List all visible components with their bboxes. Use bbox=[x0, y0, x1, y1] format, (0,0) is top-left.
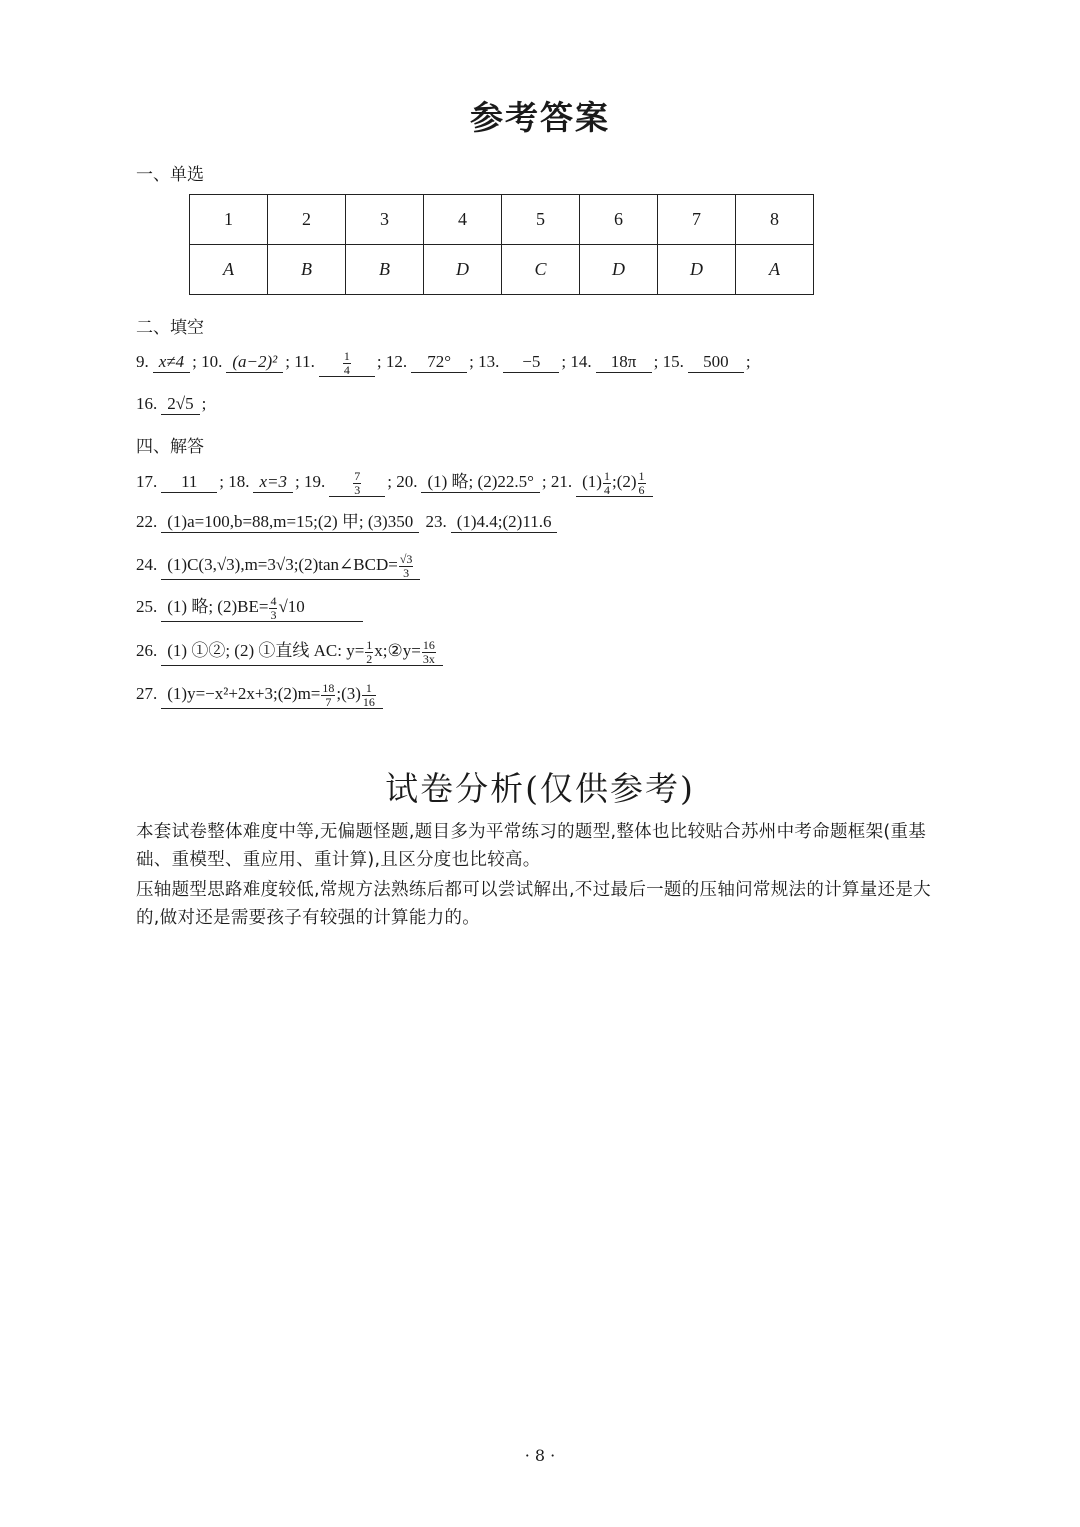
mc-number-row bbox=[190, 195, 814, 245]
q21-denominator-1: 4 bbox=[603, 482, 610, 497]
q27-part-1: (1)y=−x²+2x+3;(2)m= bbox=[167, 684, 321, 703]
fill-row-2: 16. 2√5 ; bbox=[136, 394, 206, 415]
q11-numerator: 1 bbox=[343, 349, 350, 363]
mc-answer: A bbox=[190, 245, 268, 295]
q17-number: 17. bbox=[136, 472, 158, 491]
q26-numerator-2: 16 bbox=[422, 638, 435, 652]
q26-denominator-2: 3x bbox=[422, 651, 435, 666]
q10-answer: (a−2)² bbox=[226, 352, 283, 373]
q27-numerator-1: 18 bbox=[322, 681, 335, 695]
mc-number: 7 bbox=[658, 195, 736, 245]
q25-number: 25. bbox=[136, 597, 158, 616]
section-single-choice: 一、单选 bbox=[136, 165, 204, 185]
q12-answer: 72° bbox=[411, 352, 467, 373]
q25-fraction bbox=[269, 595, 277, 621]
analysis-title: 试卷分析(仅供参考) bbox=[385, 769, 695, 808]
mc-number: 4 bbox=[424, 195, 502, 245]
q23-answer: (1)4.4;(2)11.6 bbox=[451, 512, 558, 533]
q19-number: 19. bbox=[304, 472, 326, 491]
solve-row-27 bbox=[136, 682, 385, 709]
q26-answer bbox=[161, 639, 443, 666]
mc-answer: D bbox=[424, 245, 502, 295]
q27-denominator-1: 7 bbox=[325, 694, 332, 709]
q21-part-1: (1) bbox=[582, 472, 602, 491]
mc-answer-table bbox=[189, 194, 814, 295]
q27-part-2: ;(3) bbox=[336, 684, 361, 703]
page-title: 参考答案 bbox=[470, 98, 610, 137]
mc-answer: C bbox=[502, 245, 580, 295]
q14-number: 14. bbox=[570, 352, 592, 371]
section-solutions: 四、解答 bbox=[136, 437, 204, 457]
mc-answer: D bbox=[580, 245, 658, 295]
q16-answer: 2√5 bbox=[161, 394, 199, 415]
q13-number: 13. bbox=[478, 352, 500, 371]
q11-denominator: 4 bbox=[343, 362, 350, 377]
q21-part-2: ;(2) bbox=[611, 472, 637, 491]
solve-row-25 bbox=[136, 595, 365, 622]
analysis-paragraph-1: 本套试卷整体难度中等,无偏题怪题,题目多为平常练习的题型,整体也比较贴合苏州中考命题框架(重基础、重模型、重应用、重计算),且区分度也比较高。 bbox=[136, 822, 927, 870]
q16-number: 16. bbox=[136, 394, 158, 413]
q9-number: 9. bbox=[136, 352, 149, 371]
q26-number: 26. bbox=[136, 641, 158, 660]
mc-answer: D bbox=[658, 245, 736, 295]
mc-number: 6 bbox=[580, 195, 658, 245]
q21-fraction-1 bbox=[603, 470, 611, 496]
q21-numerator-2: 1 bbox=[638, 469, 645, 483]
q19-denominator: 3 bbox=[354, 482, 361, 497]
q21-number: 21. bbox=[550, 472, 573, 491]
q25-answer bbox=[161, 595, 363, 622]
q21-numerator-1: 1 bbox=[603, 469, 610, 483]
q26-fraction-1 bbox=[365, 639, 373, 665]
q10-number: 10. bbox=[201, 352, 223, 371]
q19-numerator: 7 bbox=[354, 469, 361, 483]
q24-numerator: √3 bbox=[399, 552, 413, 566]
q21-fraction-2 bbox=[638, 470, 646, 496]
q22-number: 22. bbox=[136, 512, 158, 531]
q25-root: √10 bbox=[278, 597, 305, 616]
q25-denominator: 3 bbox=[270, 607, 277, 622]
mc-number: 1 bbox=[190, 195, 268, 245]
q15-number: 15. bbox=[662, 352, 684, 371]
q22-answer: (1)a=100,b=88,m=15;(2) 甲; (3)350 bbox=[161, 512, 419, 533]
q27-fraction-2 bbox=[362, 682, 376, 708]
mc-answer-row bbox=[190, 245, 814, 295]
q15-answer: 500 bbox=[688, 352, 744, 373]
section-fill-blank: 二、填空 bbox=[136, 318, 204, 338]
q18-number: 18. bbox=[228, 472, 250, 491]
q25-numerator: 4 bbox=[270, 594, 277, 608]
fill-row-1: 9. x≠4 ; 10. (a−2)² ; 11. $\frac{1}{4}$ ; 12. 72° ; 13. −5 ; 14. 18π ; 15. 500 ; bbox=[136, 349, 751, 377]
q19-answer bbox=[329, 470, 385, 497]
q20-number: 20. bbox=[396, 472, 418, 491]
mc-answer: A bbox=[736, 245, 814, 295]
q24-denominator: 3 bbox=[403, 565, 410, 580]
q26-fraction-2 bbox=[422, 639, 436, 665]
solve-row-1: 17. 11 ; 18. x=3 ; 19. $\frac{7}{3}$ ; 20. (1) 略; (2)22.5° ; 21. (1) $\frac{1}{4}$ ;(2) $\frac{1}{6}$ bbox=[136, 470, 655, 497]
q17-answer: 11 bbox=[161, 472, 217, 493]
q26-denominator-1: 2 bbox=[366, 651, 373, 666]
q27-denominator-2: 16 bbox=[362, 694, 375, 709]
q26-numerator-1: 1 bbox=[366, 638, 373, 652]
solve-row-26 bbox=[136, 639, 445, 666]
q26-part-2: x;②y= bbox=[374, 641, 421, 660]
analysis-paragraph-2: 压轴题型思路难度较低,常规方法熟练后都可以尝试解出,不过最后一题的压轴问常规法的计算量还是大的,做对还是需要孩子有较强的计算能力的。 bbox=[136, 880, 931, 928]
q11-fraction bbox=[343, 350, 351, 376]
q21-denominator-2: 6 bbox=[638, 482, 645, 497]
q26-part-1: (1) ①②; (2) ①直线 AC: y= bbox=[167, 641, 365, 660]
solve-row-24 bbox=[136, 553, 422, 580]
page-number: · 8 · bbox=[524, 1446, 556, 1465]
q11-answer bbox=[319, 350, 375, 377]
q18-answer: x=3 bbox=[253, 472, 293, 493]
q27-number: 27. bbox=[136, 684, 158, 703]
q25-text: (1) 略; (2)BE= bbox=[167, 597, 269, 616]
q24-fraction bbox=[399, 553, 414, 579]
q24-number: 24. bbox=[136, 555, 158, 574]
q11-number: 11. bbox=[294, 352, 315, 371]
mc-number: 2 bbox=[268, 195, 346, 245]
q13-answer: −5 bbox=[503, 352, 559, 373]
q14-answer: 18π bbox=[596, 352, 652, 373]
q27-numerator-2: 1 bbox=[362, 682, 376, 696]
q19-fraction bbox=[353, 470, 361, 496]
mc-answer: B bbox=[268, 245, 346, 295]
mc-number: 3 bbox=[346, 195, 424, 245]
q27-answer bbox=[161, 682, 383, 709]
q24-text: (1)C(3,√3),m=3√3;(2)tan∠BCD= bbox=[167, 555, 398, 574]
q21-answer bbox=[576, 470, 652, 497]
q9-answer: x≠4 bbox=[153, 352, 190, 373]
q12-number: 12. bbox=[385, 352, 408, 371]
mc-answer: B bbox=[346, 245, 424, 295]
q27-fraction-1 bbox=[321, 682, 335, 708]
q24-answer bbox=[161, 553, 420, 580]
solve-row-2 bbox=[136, 512, 559, 533]
mc-number: 8 bbox=[736, 195, 814, 245]
mc-number: 5 bbox=[502, 195, 580, 245]
q20-answer: (1) 略; (2)22.5° bbox=[421, 472, 539, 493]
q23-number: 23. bbox=[425, 512, 447, 531]
